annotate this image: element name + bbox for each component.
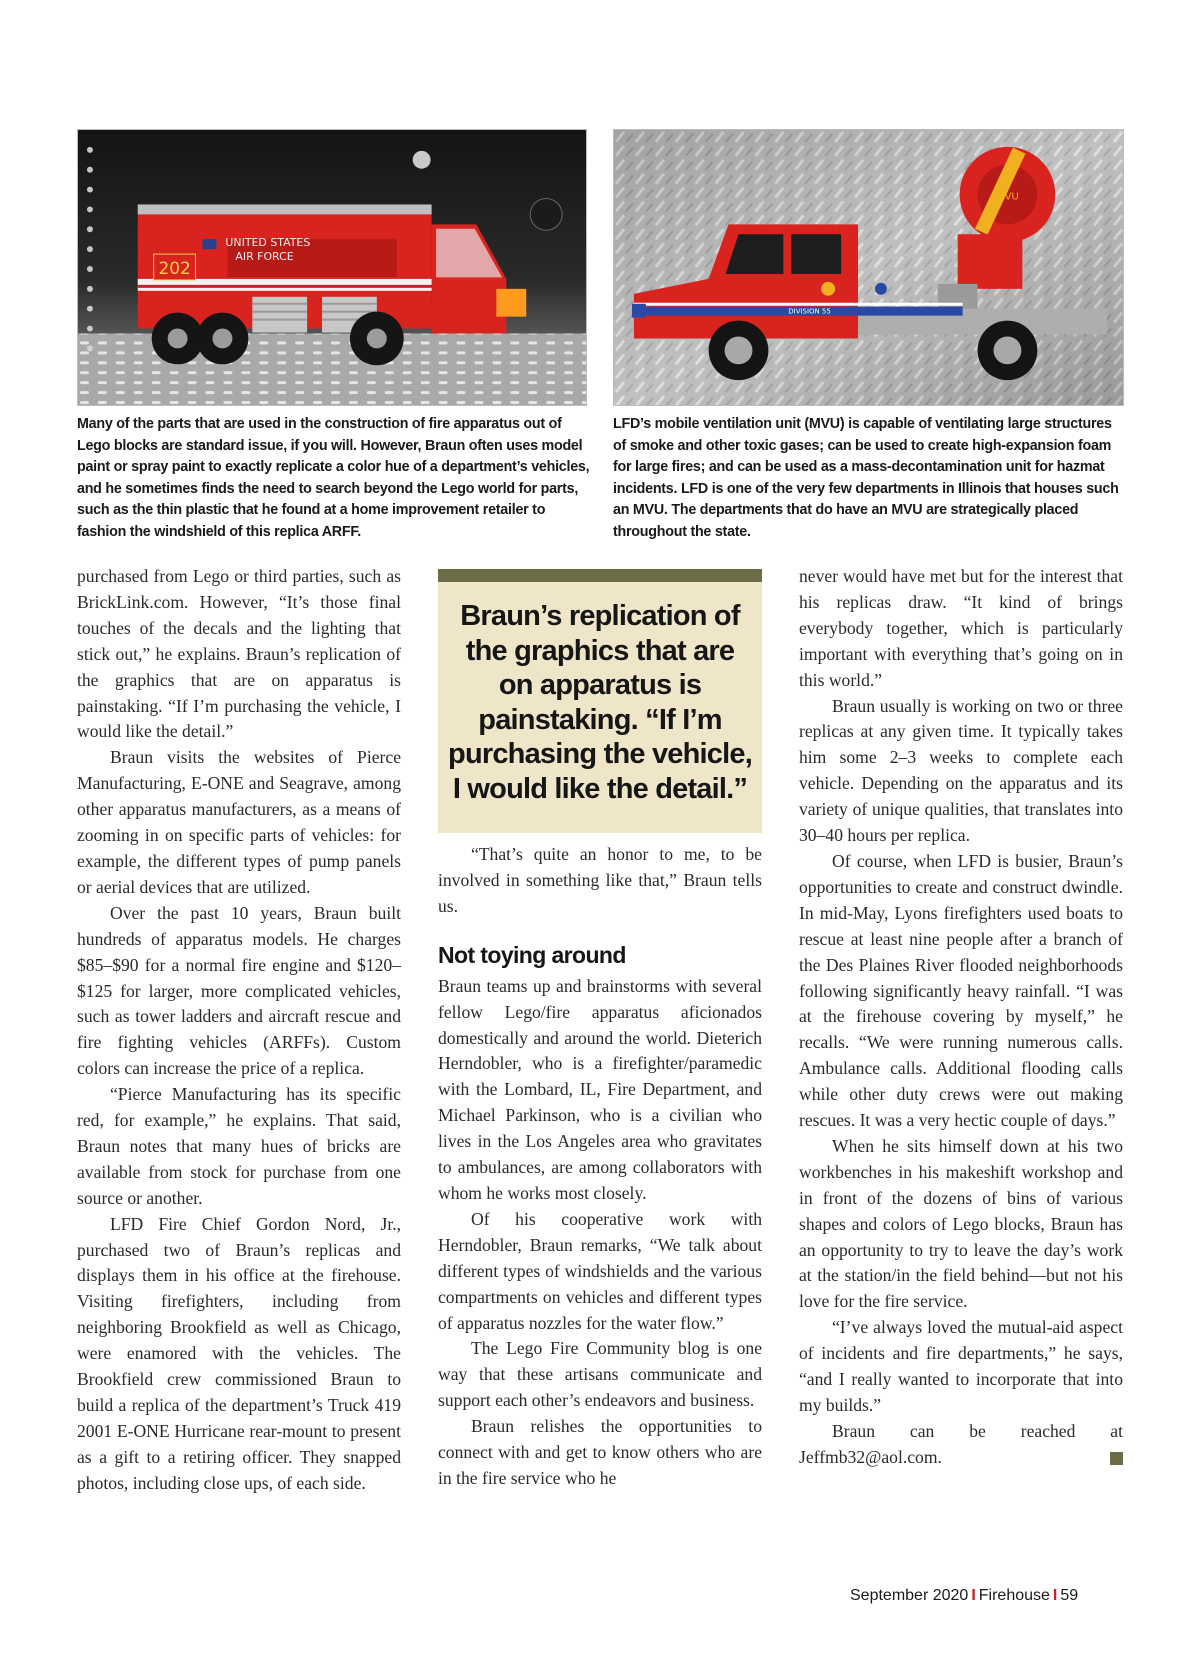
paragraph: Of course, when LFD is busier, Braun’s opportunities to create and construct dwindle. In mid-May, Lyons firefighters used boats to rescue at least nine people after a branch of the Des Plaines River flooded neighborhoods following significantly heavy rainfall. “I was at the firehouse covering by myself,” he recalls. “We were running numerous calls. Ambulance calls. Additional flooding calls while other duty crews were out making rescues. It was a very hectic couple of days.” bbox=[799, 850, 1123, 1131]
paragraph: When he sits himself down at his two workbenches in his makeshift workshop and in front of the dozens of bins of various shapes and colors of Lego blocks, Braun has an opportunity to try to leave the day’s work at the station/in the field behind—but not his love for the fire service. bbox=[799, 1135, 1123, 1312]
paragraph: Braun relishes the opportunities to connect with and get to know others who are in the fire service who he bbox=[438, 1416, 762, 1488]
paragraph: “I’ve always loved the mutual-aid aspect of incidents and fire departments,” he says, “and I really wanted to incorporate that into my builds.” bbox=[799, 1317, 1123, 1415]
article-column-right bbox=[799, 564, 1123, 1471]
photo-caption-right: LFD’s mobile ventilation unit (MVU) is capable of ventilating large structures of smoke and other toxic gases; can be used to create high-expansion foam for large fires; and can be used as a mass-decontamination unit for hazmat incidents. LFD is one of the very few departments in Illinois that houses such an MVU. The departments that do have an MVU are strategically placed throughout the state. bbox=[613, 416, 1119, 540]
end-of-article-icon bbox=[1110, 1452, 1123, 1465]
paragraph: purchased from Lego or third parties, such as BrickLink.com. However, “It’s those final touches of the decals and the lighting that stick out,” he explains. Braun’s replication of the graphics that are on apparatus is painstaking. “If I’m purchasing the vehicle, I would like the detail.” bbox=[77, 566, 401, 742]
photo-mvu-replica bbox=[613, 129, 1124, 406]
paragraph: Braun teams up and brainstorms with several fellow Lego/fire apparatus aficionados domestically and around the world. Dieterich Herndobler, who is a firefighter/paramedic with the Lombard, IL, Fire Department, and Michael Parkinson, who is a civilian who lives in the Los Angeles area who gravitates to ambulances, are among collaborators with whom he works most closely. bbox=[438, 975, 762, 1203]
contact-text: Braun can be reached at Jeffmb32@aol.com. bbox=[799, 1420, 1123, 1467]
fan-text: MVU bbox=[996, 191, 1019, 203]
paragraph: LFD Fire Chief Gordon Nord, Jr., purchased two of Braun’s replicas and displays them in his office at the firehouse. Visiting firefighters, including from neighboring Brookfield as well as Chicago, were enamored with the vehicles. The Brookfield crew commissioned Braun to build a replica of the department’s Truck 419 2001 E-ONE Hurricane rear-mount to present as a gift to a retiring officer. They snapped photos, including close ups, of each side. bbox=[77, 1213, 401, 1493]
arff-truck-illustration bbox=[78, 130, 586, 405]
footer-date: September 2020 bbox=[850, 1587, 969, 1604]
paragraph: The Lego Fire Community blog is one way that these artisans communicate and support each other’s endeavors and business. bbox=[438, 1338, 762, 1411]
photo-arff-replica bbox=[77, 129, 587, 406]
footer-page-number: 59 bbox=[1060, 1587, 1079, 1604]
pull-quote-text: Braun’s replication of the graphics that are on apparatus is painstaking. “If I’m purchasing the vehicle, I would like the detail.” bbox=[448, 600, 752, 805]
mvu-truck-illustration bbox=[614, 130, 1123, 405]
paragraph: “That’s quite an honor to me, to be involved in something like that,” Braun tells us. bbox=[438, 844, 762, 916]
article-column-middle bbox=[438, 842, 762, 1492]
footer-separator-icon: I bbox=[971, 1587, 976, 1604]
footer-magazine: Firehouse bbox=[978, 1587, 1050, 1604]
paragraph: Braun visits the websites of Pierce Manufacturing, E-ONE and Seagrave, among other apparatus manufacturers, as a means of zooming in on specific parts of vehicles: for example, the different types of pump panels or aerial devices that are utilized. bbox=[77, 747, 401, 897]
article-column-left bbox=[77, 564, 401, 1497]
pull-quote-box bbox=[438, 569, 762, 833]
photo-caption-left: Many of the parts that are used in the construction of fire apparatus out of Lego blocks are standard issue, if you will. However, Braun often uses model paint or spray paint to exactly replicate a color hue of a department’s vehicles, and he sometimes finds the need to search beyond the Lego world for parts, such as the thin plastic that he found at a home improvement retailer to fashion the windshield of this replica ARFF. bbox=[77, 416, 590, 540]
truck-stripe-text: DIVISION 55 bbox=[788, 307, 831, 316]
truck-number-202: 202 bbox=[158, 257, 191, 278]
paragraph: “Pierce Manufacturing has its specific red, for example,” he explains. That said, Braun notes that many hues of bricks are available from stock for purchase from one source or another. bbox=[77, 1084, 401, 1208]
footer-separator-icon: I bbox=[1052, 1587, 1058, 1604]
truck-text-air-force: AIR FORCE bbox=[235, 250, 294, 264]
paragraph: Over the past 10 years, Braun built hundreds of apparatus models. He charges $85–$90 for a normal fire engine and $120–$125 for larger, more complicated vehicles, such as tower ladders and aircraft rescue and fire fighting vehicles (ARFFs). Custom colors can increase the price of a replica. bbox=[77, 902, 401, 1079]
page-footer bbox=[850, 1587, 1078, 1605]
pull-quote-bar bbox=[438, 569, 762, 582]
paragraph: Braun usually is working on two or three replicas at any given time. It typically takes him some 2–3 weeks to complete each vehicle. Depending on the apparatus and its variety of unique qualities, that translates into 30–40 hours per replica. bbox=[799, 695, 1123, 846]
section-subhead: Not toying around bbox=[438, 941, 626, 968]
paragraph-final bbox=[799, 1419, 1123, 1471]
paragraph: Of his cooperative work with Herndobler, Braun remarks, “We talk about different types of windshields and the various compartments on vehicles and different types of apparatus nozzles for the water flow.” bbox=[438, 1208, 762, 1333]
truck-text-united-states: UNITED STATES bbox=[225, 236, 311, 250]
paragraph: never would have met but for the interest that his replicas draw. “It kind of brings everybody together, which is particularly important with everything that’s going on in this world.” bbox=[799, 566, 1123, 690]
